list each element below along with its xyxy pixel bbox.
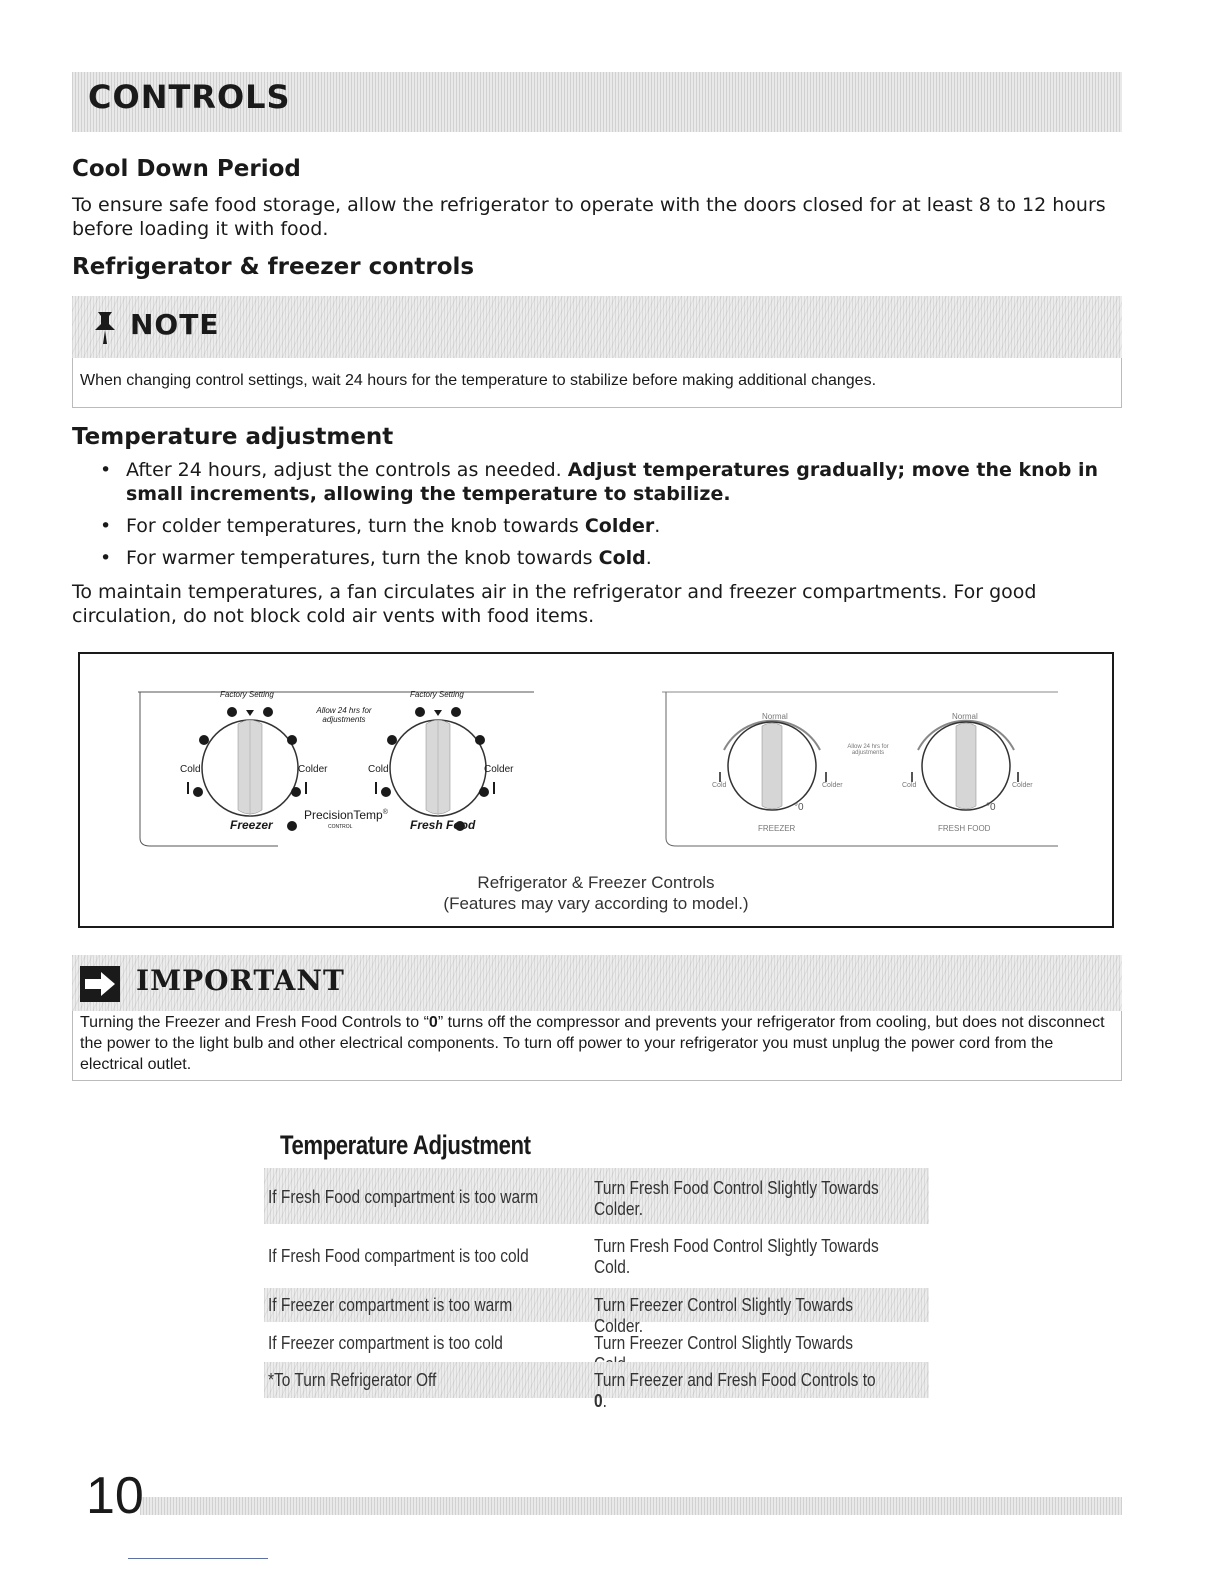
freezer-normal-label: Normal <box>762 712 788 721</box>
fresh-food-dial-label: Fresh Food <box>410 818 476 832</box>
table-row <box>264 1288 929 1336</box>
section-title: CONTROLS <box>88 78 291 116</box>
footer-rule <box>128 1558 268 1559</box>
adjustment-table-title: Temperature Adjustment <box>280 1130 531 1160</box>
action-end: . <box>602 1391 607 1411</box>
factory-setting-label: Factory Setting <box>220 690 274 699</box>
pushpin-icon <box>90 310 120 346</box>
action-text: Turn Freezer and Fresh Food Controls to <box>594 1370 876 1390</box>
bullet-bold: Colder <box>584 515 655 537</box>
action-cell <box>594 1370 882 1412</box>
cool-down-text: To ensure safe food storage, allow the refrigerator to operate with the doors closed for at least 8 to 12 hours before loading it with food. <box>72 194 1106 240</box>
note-text: When changing control settings, wait 24 hours for the temperature to stabilize before making additional changes. <box>80 372 877 389</box>
allow-line-1: Allow 24 hrs for <box>316 706 372 715</box>
list-item <box>100 546 1120 570</box>
allow-line-1: Allow 24 hrs for <box>847 744 889 750</box>
condition-cell: *To Turn Refrigerator Off <box>268 1370 437 1390</box>
caption-line-2: (Features may vary according to model.) <box>443 894 749 913</box>
factory-setting-label: Factory Setting <box>410 690 464 699</box>
controls-heading: Refrigerator & freezer controls <box>72 254 475 280</box>
allow-line-2: adjustments <box>851 750 885 756</box>
allow-hours-label <box>838 744 898 756</box>
important-text-bold: 0 <box>428 1014 438 1031</box>
action-line-2: Cold. <box>594 1257 631 1277</box>
brand-sub: CONTROL <box>328 824 353 830</box>
action-line-2: Colder. <box>594 1199 644 1219</box>
bullet-text: For colder temperatures, turn the knob towards <box>126 515 585 537</box>
fresh-food-dial-label: FRESH FOOD <box>938 824 991 833</box>
fresh-colder-label: Colder <box>484 764 514 775</box>
freezer-colder-label: Colder <box>822 782 843 789</box>
condition-cell: If Fresh Food compartment is too cold <box>268 1246 529 1266</box>
allow-hours-label <box>314 706 374 724</box>
fresh-cold-label: Cold <box>902 782 917 789</box>
important-text-end: ” turns off the compressor and prevents your refrigerator from cooling, but does not disconnect the power to the light bulb and other electrical components. To turn off power to your refrigerator you must unplug the power cord from the electrical outlet. <box>80 1014 1105 1073</box>
action-cell <box>594 1236 879 1278</box>
freezer-dial-label: FREEZER <box>758 824 796 833</box>
freezer-colder-label: Colder <box>298 764 328 775</box>
table-row <box>264 1326 929 1360</box>
note-band <box>72 296 1122 358</box>
bullet-text: For warmer temperatures, turn the knob towards <box>126 547 599 569</box>
action-cell: Turn Freezer Control Slightly Towards <box>594 1333 853 1353</box>
standard-control-panel <box>662 690 1058 850</box>
registered-mark: ® <box>382 809 388 816</box>
page-number: 10 <box>86 1467 144 1525</box>
freezer-zero-mark: °0 <box>794 802 804 813</box>
table-row <box>264 1168 929 1224</box>
cool-down-heading: Cool Down Period <box>72 156 301 182</box>
important-title: IMPORTANT <box>136 964 345 997</box>
figure-caption <box>78 872 1114 914</box>
important-text-start: Turning the Freezer and Fresh Food Controls to “ <box>80 1014 429 1031</box>
fresh-zero-mark: °0 <box>986 802 996 813</box>
bullet-bold: Adjust temperatures gradually; move the knob in small increments, allowing the temperature to stabilize. <box>126 459 1098 505</box>
fan-paragraph: To maintain temperatures, a fan circulates air in the refrigerator and freezer compartments. For good circulation, do not block cold air vents with food items. <box>72 581 1037 627</box>
bullet-period: . <box>654 515 661 537</box>
condition-cell: If Fresh Food compartment is too warm <box>268 1187 539 1207</box>
allow-line-2: adjustments <box>322 715 366 724</box>
bullet-bold: Cold <box>598 547 646 569</box>
action-line-1: Turn Fresh Food Control Slightly Towards <box>594 1236 879 1256</box>
bullet-text: After 24 hours, adjust the controls as needed. <box>126 459 568 481</box>
condition-cell: If Freezer compartment is too cold <box>268 1333 503 1353</box>
fresh-colder-label: Colder <box>1012 782 1033 789</box>
table-row <box>264 1362 929 1411</box>
bullet-list <box>100 458 1120 578</box>
freezer-cold-label: Cold <box>712 782 727 789</box>
fresh-cold-label: Cold <box>368 764 389 775</box>
action-cell <box>594 1178 879 1220</box>
list-item <box>100 458 1120 506</box>
brand-name: PrecisionTemp <box>304 808 383 822</box>
freezer-cold-label: Cold <box>180 764 201 775</box>
condition-cell: If Freezer compartment is too warm <box>268 1295 513 1315</box>
action-cell: Turn Freezer Control Slightly Towards Colder. <box>594 1295 853 1336</box>
freezer-dial-label: Freezer <box>230 818 273 832</box>
important-text <box>80 1012 1110 1075</box>
precisiontemp-panel <box>138 690 534 850</box>
temp-adjust-heading: Temperature adjustment <box>72 424 394 450</box>
note-title: NOTE <box>130 308 220 341</box>
action-bold: 0 <box>594 1391 603 1411</box>
footer-band <box>140 1497 1122 1515</box>
bullet-period: . <box>645 547 652 569</box>
caption-line-1: Refrigerator & Freezer Controls <box>477 873 715 892</box>
fresh-normal-label: Normal <box>952 712 978 721</box>
brand-logo <box>304 808 388 822</box>
arrow-right-icon <box>80 966 120 1002</box>
table-row <box>264 1228 929 1284</box>
list-item <box>100 514 1120 538</box>
action-line-1: Turn Fresh Food Control Slightly Towards <box>594 1178 879 1198</box>
